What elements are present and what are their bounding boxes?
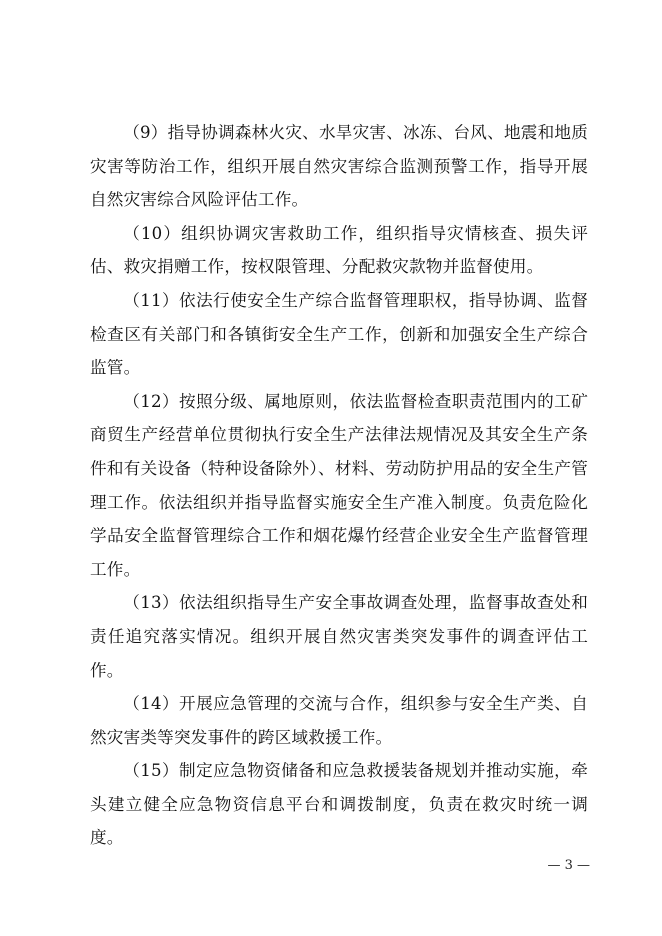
- paragraph-item-11: （11）依法行使安全生产综合监督管理职权，指导协调、监督检查区有关部门和各镇街安全生产工作，创新和加强安全生产综合监管。: [90, 290, 588, 378]
- paragraph-item-13: （13）依法组织指导生产安全事故调查处理，监督事故查处和责任追究落实情况。组织开展自然灾害类突发事件的调查评估工作。: [90, 593, 588, 680]
- paragraph-item-10: （10）组织协调灾害救助工作，组织指导灾情核查、损失评估、救灾捐赠工作，按权限管理、分配救灾款物并监督使用。: [90, 223, 588, 277]
- paragraph-item-9: （9）指导协调森林火灾、水旱灾害、冰冻、台风、地震和地质灾害等防治工作，组织开展自然灾害综合监测预警工作，指导开展自然灾害综合风险评估工作。: [90, 123, 588, 210]
- paragraph-item-15: （15）制定应急物资储备和应急救援装备规划并推动实施，牵头建立健全应急物资信息平台和调拨制度，负责在救灾时统一调度。: [90, 761, 588, 848]
- document-body: [90, 116, 588, 855]
- page-number: — 3 —: [547, 858, 590, 873]
- paragraph-item-14: （14）开展应急管理的交流与合作，组织参与安全生产类、自然灾害类等突发事件的跨区域救援工作。: [90, 694, 588, 747]
- paragraph-item-12: （12）按照分级、属地原则，依法监督检查职责范围内的工矿商贸生产经营单位贯彻执行安全生产法律法规情况及其安全生产条件和有关设备（特种设备除外）、材料、劳动防护用品的安全生产管理工作。依法组织并指导监督实施安全生产准入制度。负责危险化学品安全监督管理综合工作和烟花爆竹经营企业安全生产监督管理工作。: [90, 391, 588, 579]
